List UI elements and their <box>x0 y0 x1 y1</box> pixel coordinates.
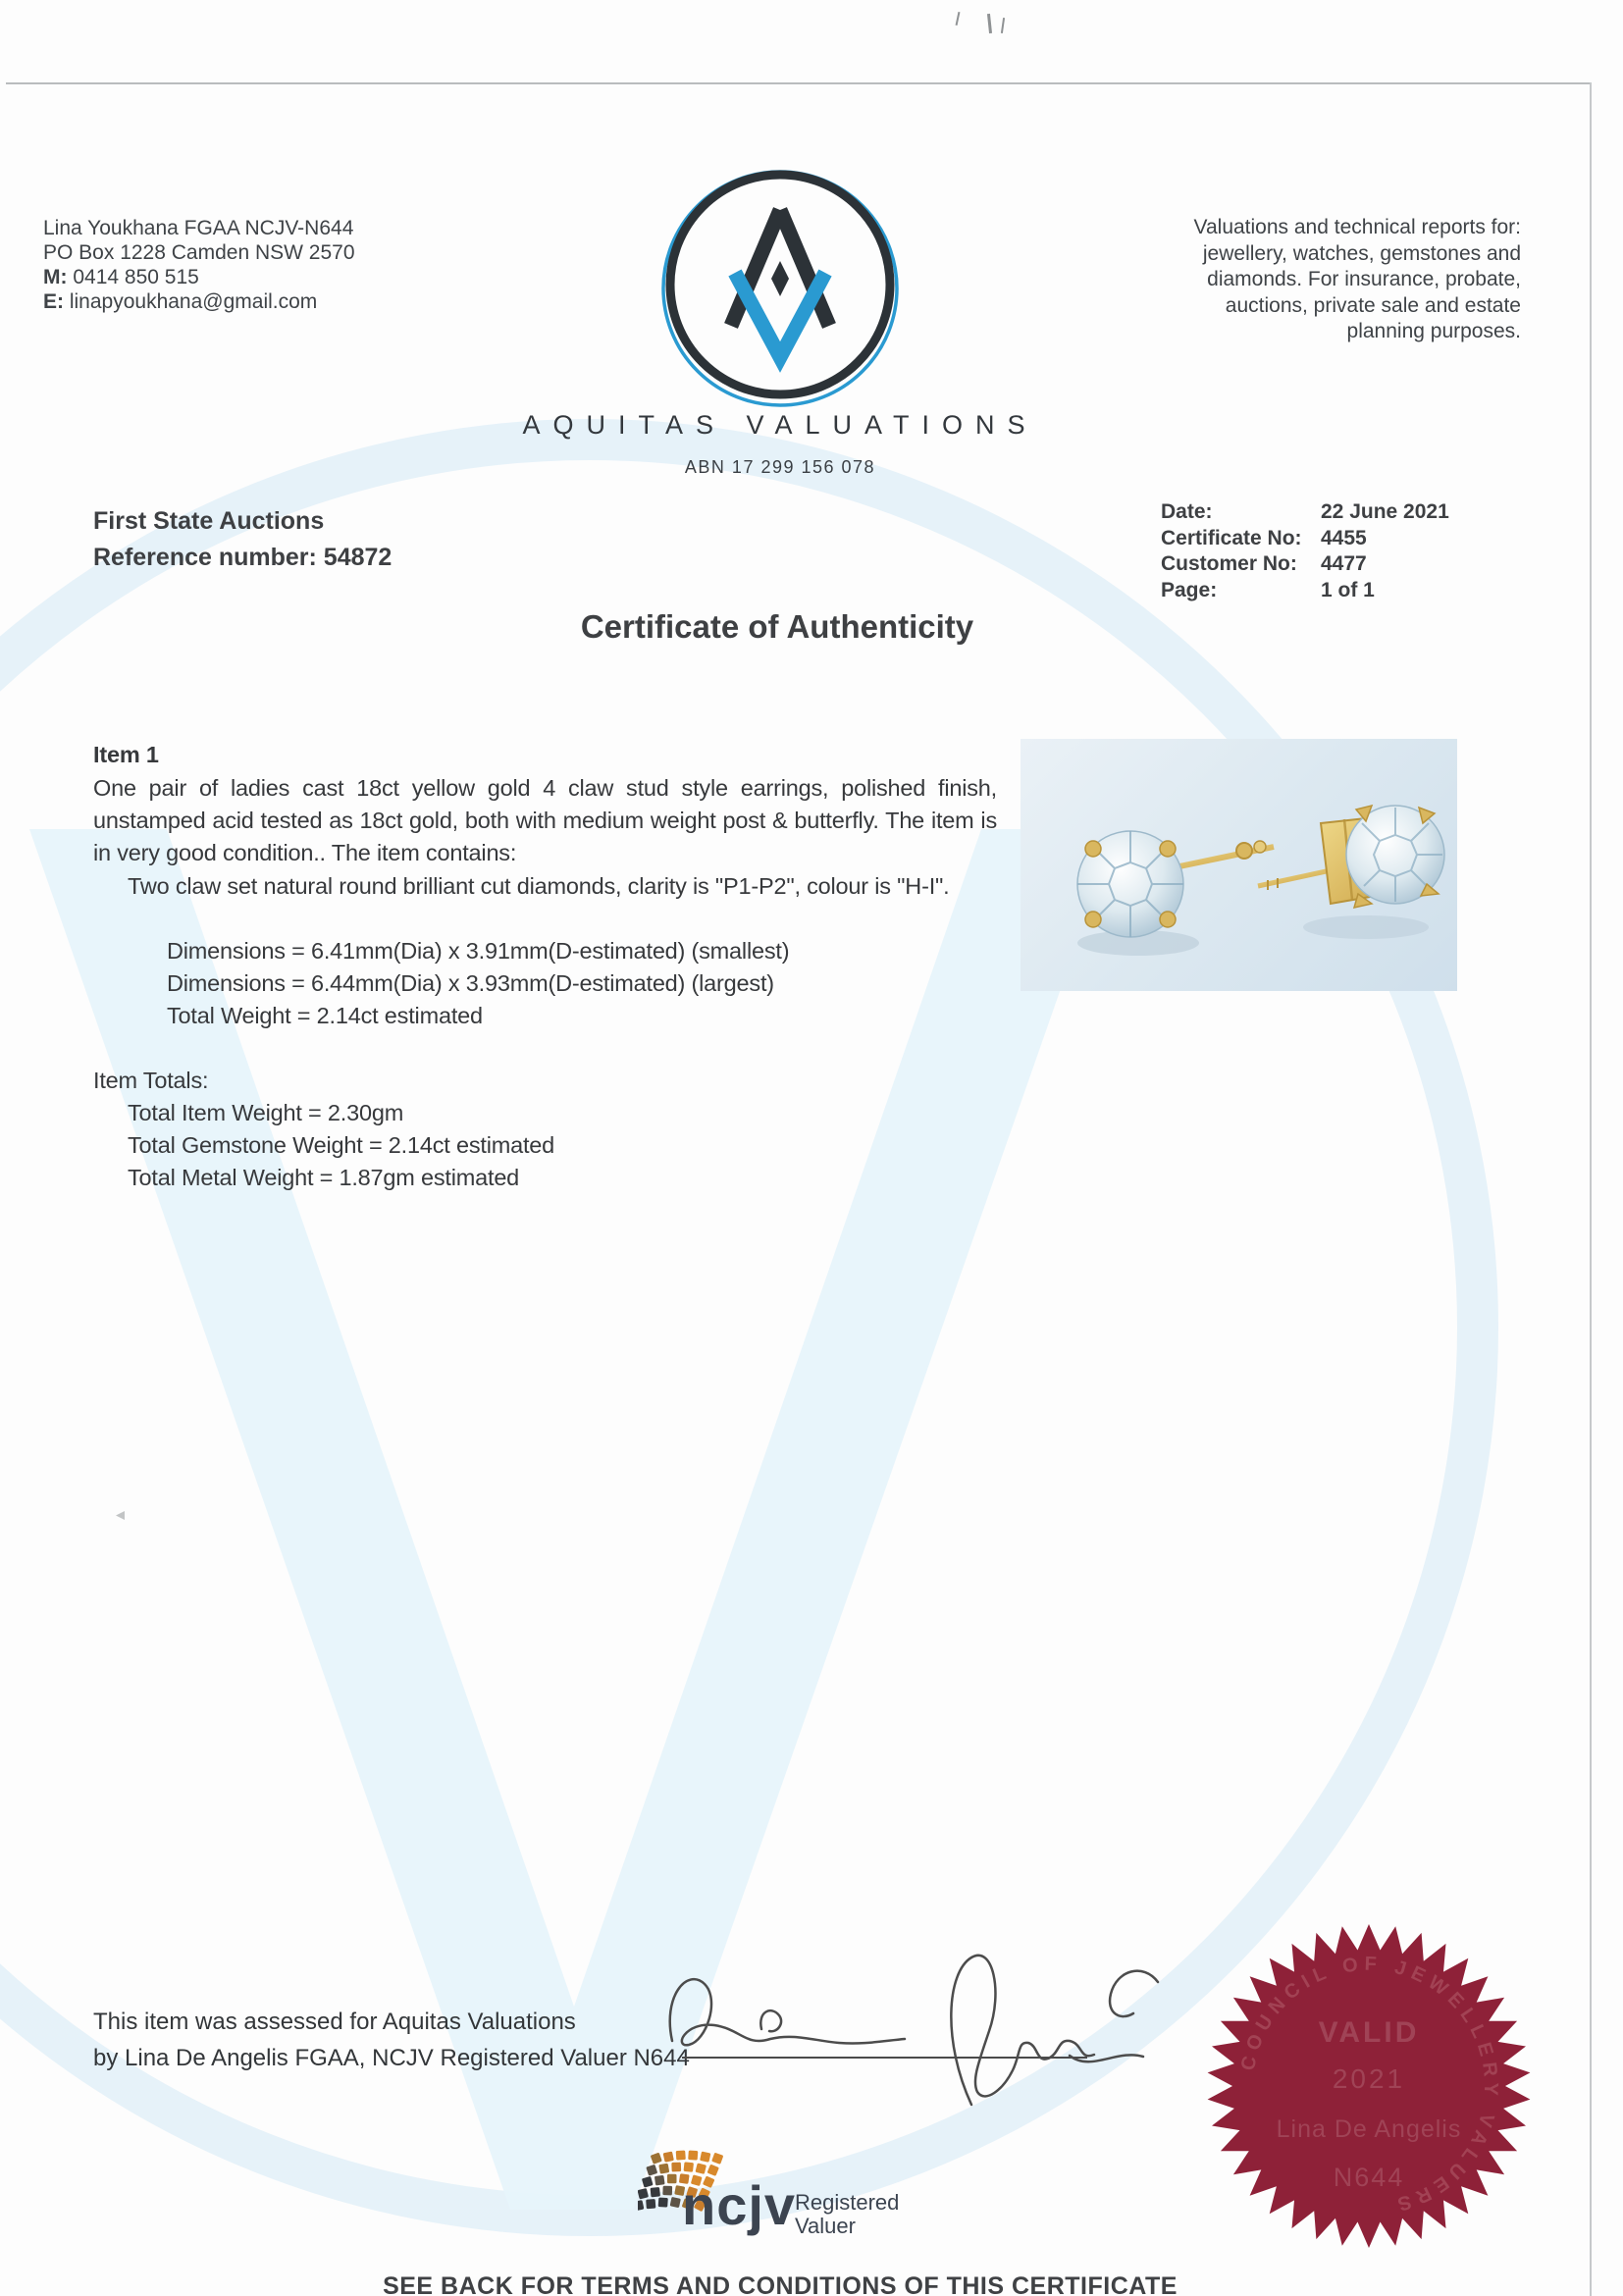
totals-lines <box>128 1097 554 1194</box>
certificate-no-label: Certificate No: <box>1161 526 1302 549</box>
assessment-line-1: This item was assessed for Aquitas Valuations <box>93 2009 576 2035</box>
earrings-illustration <box>1021 739 1457 991</box>
seal-valid-text: VALID <box>1318 2016 1420 2049</box>
total-metal-weight: Total Metal Weight = 1.87gm estimated <box>128 1165 520 1190</box>
valuer-email <box>43 289 465 314</box>
ncjv-wordmark: ncjv <box>682 2174 797 2236</box>
services-line: diamonds. For insurance, probate, <box>1207 268 1521 290</box>
item-details <box>167 935 789 1032</box>
seal-name-text: Lina De Angelis <box>1276 2115 1462 2143</box>
item-total-weight: Total Weight = 2.14ct estimated <box>167 1003 483 1028</box>
aquitas-logo-icon <box>645 149 916 420</box>
valuer-contact-block <box>43 216 465 314</box>
total-gemstone-weight: Total Gemstone Weight = 2.14ct estimated <box>128 1132 555 1158</box>
services-blurb <box>1128 215 1521 345</box>
item-photo-earrings <box>1021 739 1457 991</box>
terms-footer: SEE BACK FOR TERMS AND CONDITIONS OF THIS CERTIFICATE <box>383 2272 1178 2296</box>
totals-heading: Item Totals: <box>93 1068 209 1093</box>
client-name: First State Auctions <box>93 507 325 535</box>
date-value: 22 June 2021 <box>1321 500 1449 523</box>
ncjv-logo <box>638 2144 971 2271</box>
assessment-statement <box>93 2004 690 2076</box>
customer-no-label: Customer No: <box>1161 552 1297 575</box>
services-line: Valuations and technical reports for: <box>1193 216 1521 238</box>
valuer-name: Lina Youkhana FGAA NCJV-N644 <box>43 217 354 239</box>
valuer-signature <box>648 1923 1197 2119</box>
page-label: Page: <box>1161 578 1218 601</box>
customer-no-value: 4477 <box>1321 552 1367 575</box>
email-value: linapyoukhana@gmail.com <box>69 290 318 313</box>
item-gem-description: Two claw set natural round brilliant cut diamonds, clarity is "P1-P2", colour is "H-I". <box>128 873 950 899</box>
ncjv-tagline-line-2: Valuer <box>795 2214 856 2238</box>
date-label: Date: <box>1161 500 1213 523</box>
scan-border-top <box>6 82 1590 84</box>
item-heading: Item 1 <box>93 742 159 767</box>
valuer-seal <box>1202 1919 1536 2253</box>
item-dimension-largest: Dimensions = 6.44mm(Dia) x 3.93mm(D-estimated) (largest) <box>167 970 774 996</box>
total-item-weight: Total Item Weight = 2.30gm <box>128 1100 404 1125</box>
client-reference: Reference number: 54872 <box>93 544 393 571</box>
ncjv-tagline-line-1: Registered <box>795 2190 900 2215</box>
ncjv-tagline <box>795 2191 899 2238</box>
certificate-no-value: 4455 <box>1321 526 1367 549</box>
client-block <box>93 503 392 576</box>
seal-ring-text: COUNCIL OF JEWELLERY VALUERS <box>1236 1953 1502 2217</box>
seal-number-text: N644 <box>1333 2163 1405 2192</box>
scan-border-right <box>1590 82 1592 2296</box>
email-label: E: <box>43 290 64 313</box>
certificate-meta <box>1161 499 1449 603</box>
valuer-address: PO Box 1228 Camden NSW 2570 <box>43 241 355 264</box>
services-line: jewellery, watches, gemstones and <box>1202 241 1521 265</box>
item-dimension-smallest: Dimensions = 6.41mm(Dia) x 3.91mm(D-estimated) (smallest) <box>167 938 790 964</box>
valuer-mobile <box>43 265 465 289</box>
mobile-label: M: <box>43 266 68 288</box>
services-line: auctions, private sale and estate <box>1225 293 1521 317</box>
services-line: planning purposes. <box>1346 320 1521 342</box>
assessment-line-2: by Lina De Angelis FGAA, NCJV Registered Valuer N644 <box>93 2045 690 2071</box>
brand-abn: ABN 17 299 156 078 <box>684 457 876 477</box>
page-title: Certificate of Authenticity <box>580 608 974 645</box>
mobile-value: 0414 850 515 <box>73 266 199 288</box>
item-description: One pair of ladies cast 18ct yellow gold 4 claw stud style earrings, polished finish, unstamped acid tested as 18ct gold, both with medium weight post & butterfly. The item is in very good condition.. The item contains: <box>93 775 997 865</box>
seal-year-text: 2021 <box>1332 2063 1406 2094</box>
page-value: 1 of 1 <box>1321 578 1375 601</box>
brand-name: AQUITAS VALUATIONS <box>522 410 1038 440</box>
